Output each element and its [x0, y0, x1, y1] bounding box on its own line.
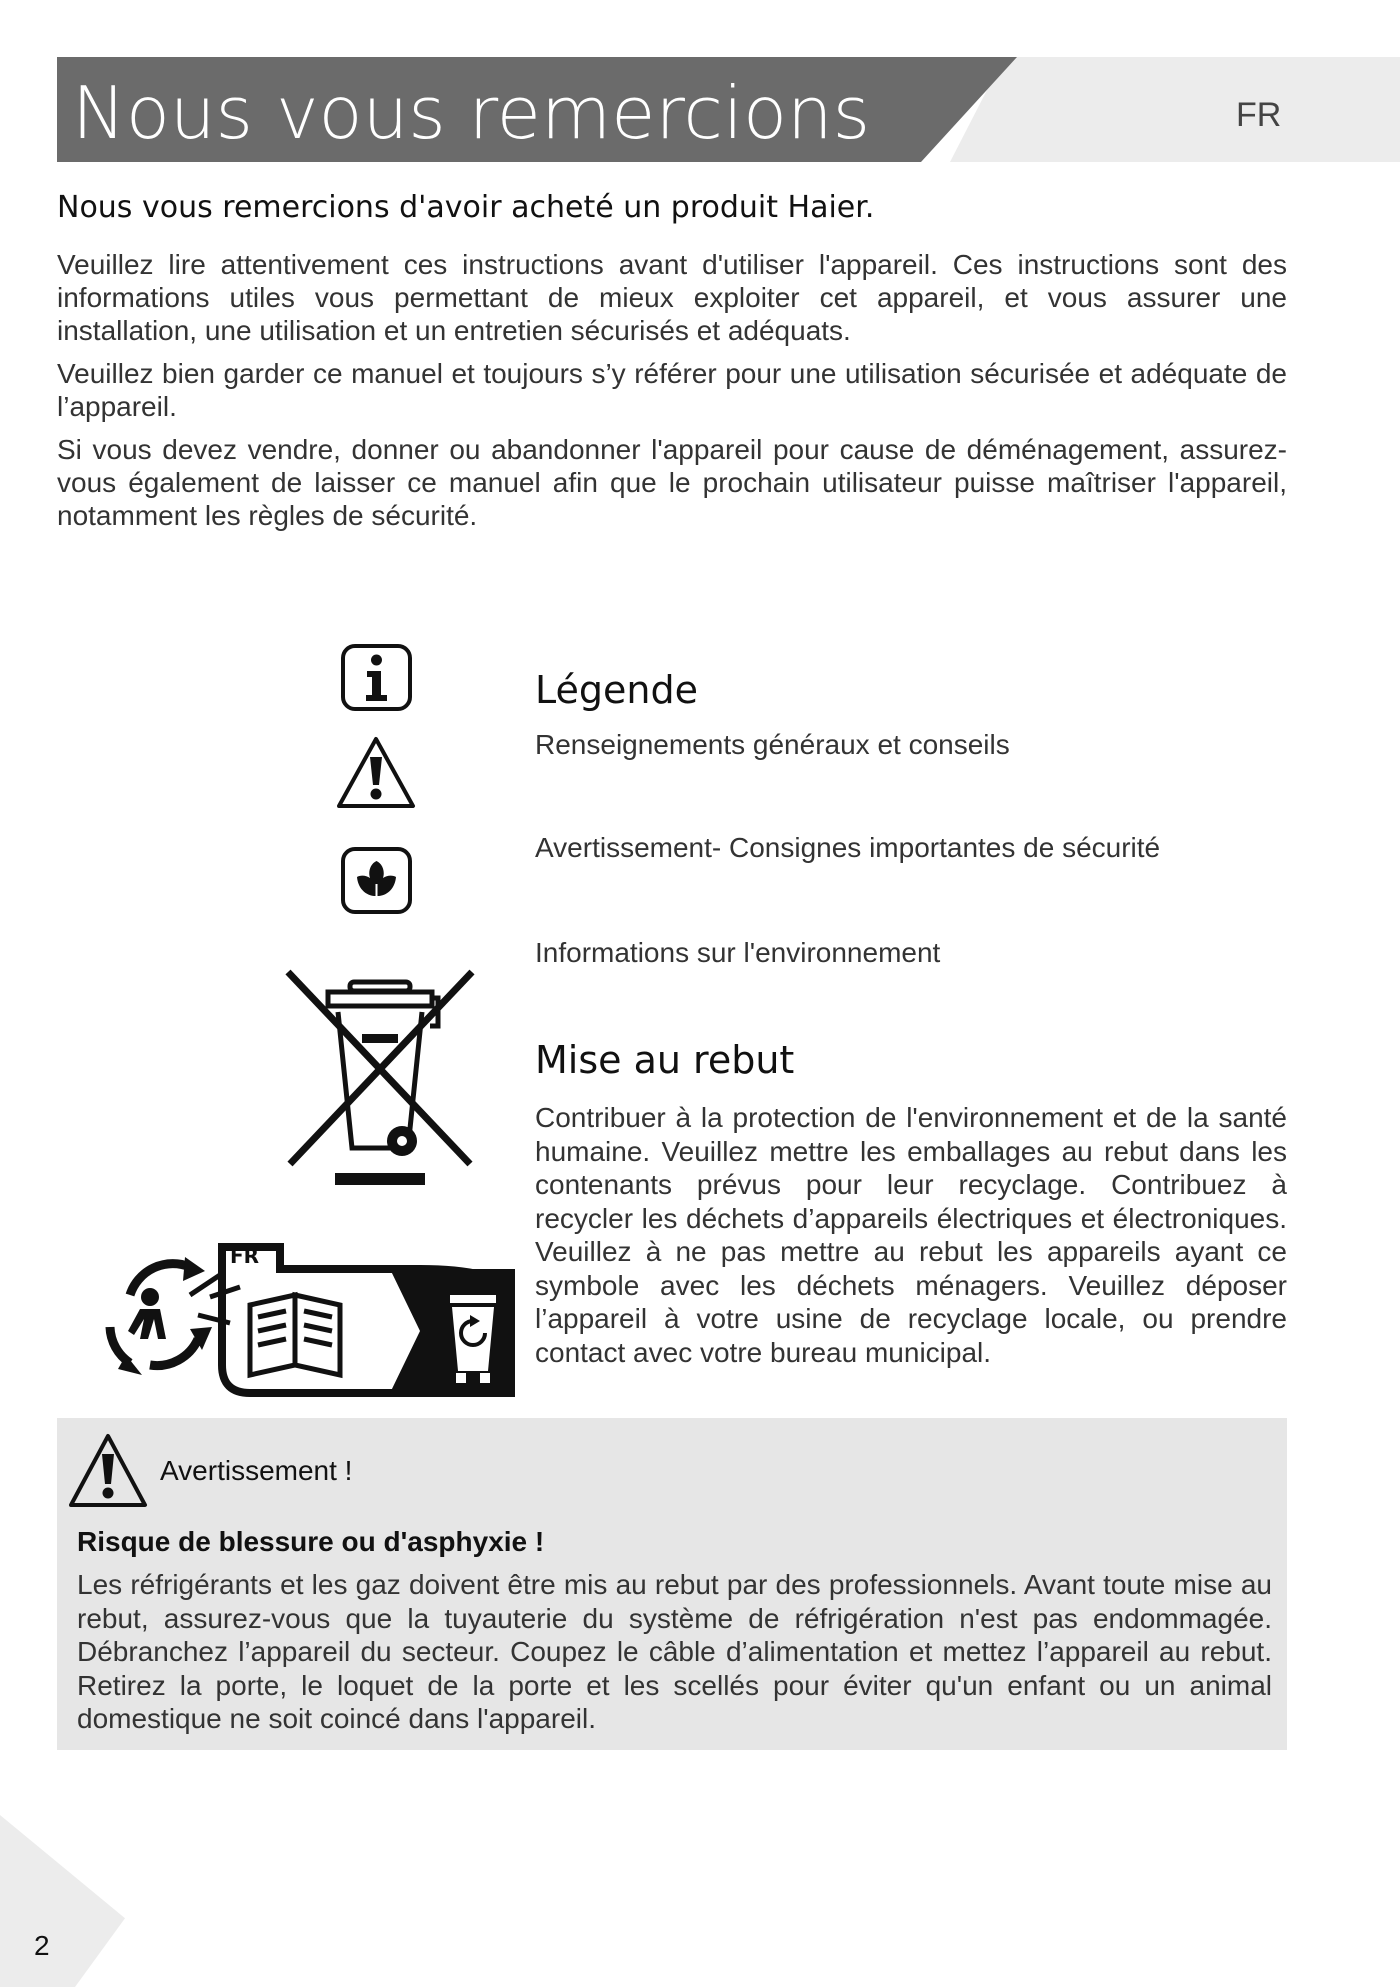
warning-subtitle: Risque de blessure ou d'asphyxie !: [77, 1526, 545, 1557]
intro-paragraph: Veuillez bien garder ce manuel et toujours s’y référer pour une utilisation sécurisée et adéquate de l’appareil.: [57, 358, 1287, 422]
warning-text: Les réfrigérants et les gaz doivent être mis au rebut par des professionnels. Avant toute mise au rebut, assurez-vous que la tuyauterie du système de réfrigération n'est pas endommagée. Débranchez l’appareil du secteur. Coupez le câble d’alimentation et mettez l’appareil au rebut. Retirez la porte, le loquet de la porte et les scellés pour éviter qu'un enfant ou un animal domestique ne soit coincé dans l'appareil.: [77, 1569, 1272, 1734]
triman-fr-label: FR: [230, 1244, 260, 1268]
warning-icon: [67, 1432, 149, 1513]
language-code: FR: [1236, 96, 1282, 134]
info-icon: [340, 643, 413, 716]
disposal-heading: Mise au rebut: [535, 1038, 795, 1082]
crossed-bin-icon: [280, 968, 480, 1194]
page-title: Nous vous remercions: [72, 71, 871, 155]
legend-item-environment: Informations sur l'environnement: [535, 937, 941, 968]
intro-paragraph: Veuillez lire attentivement ces instructions avant d'utiliser l'appareil. Ces instructions sont des informations utiles vous permettant de mieux exploiter cet appareil, et vous assurer une installation, une utilisation et un entretien sécurisés et adéquats.: [57, 249, 1287, 346]
intro-paragraph: Si vous devez vendre, donner ou abandonner l'appareil pour cause de déménagement, assurez-vous également de laisser ce manuel afin que le prochain utilisateur puisse maîtriser l'appareil, notamment les règles de sécurité.: [57, 434, 1287, 531]
triman-logo-icon: [90, 1235, 515, 1404]
environment-icon: [340, 846, 413, 919]
warning-title: Avertissement !: [160, 1455, 353, 1486]
intro-heading: Nous vous remercions d'avoir acheté un produit Haier.: [57, 190, 875, 225]
header-tab-decoration: [950, 57, 1400, 162]
warning-icon: [335, 735, 417, 814]
legend-item-warning: Avertissement- Consignes importantes de sécurité: [535, 832, 1161, 863]
legend-item-info: Renseignements généraux et conseils: [535, 729, 1010, 760]
page-corner-decoration: [0, 1815, 125, 1987]
legend-heading: Légende: [535, 668, 698, 712]
page-number: 2: [34, 1930, 50, 1961]
disposal-text: Contribuer à la protection de l'environnement et de la santé humaine. Veuillez mettre les emballages au rebut dans les contenants prévus pour leur recyclage. Contribuez à recycler les déchets d’appareils électriques et électroniques. Veuillez à ne pas mettre au rebut les appareils ayant ce symbole avec les déchets ménagers. Veuillez déposer l’appareil à votre usine de recyclage locale, ou prendre contact avec votre bureau municipal.: [535, 1102, 1287, 1368]
